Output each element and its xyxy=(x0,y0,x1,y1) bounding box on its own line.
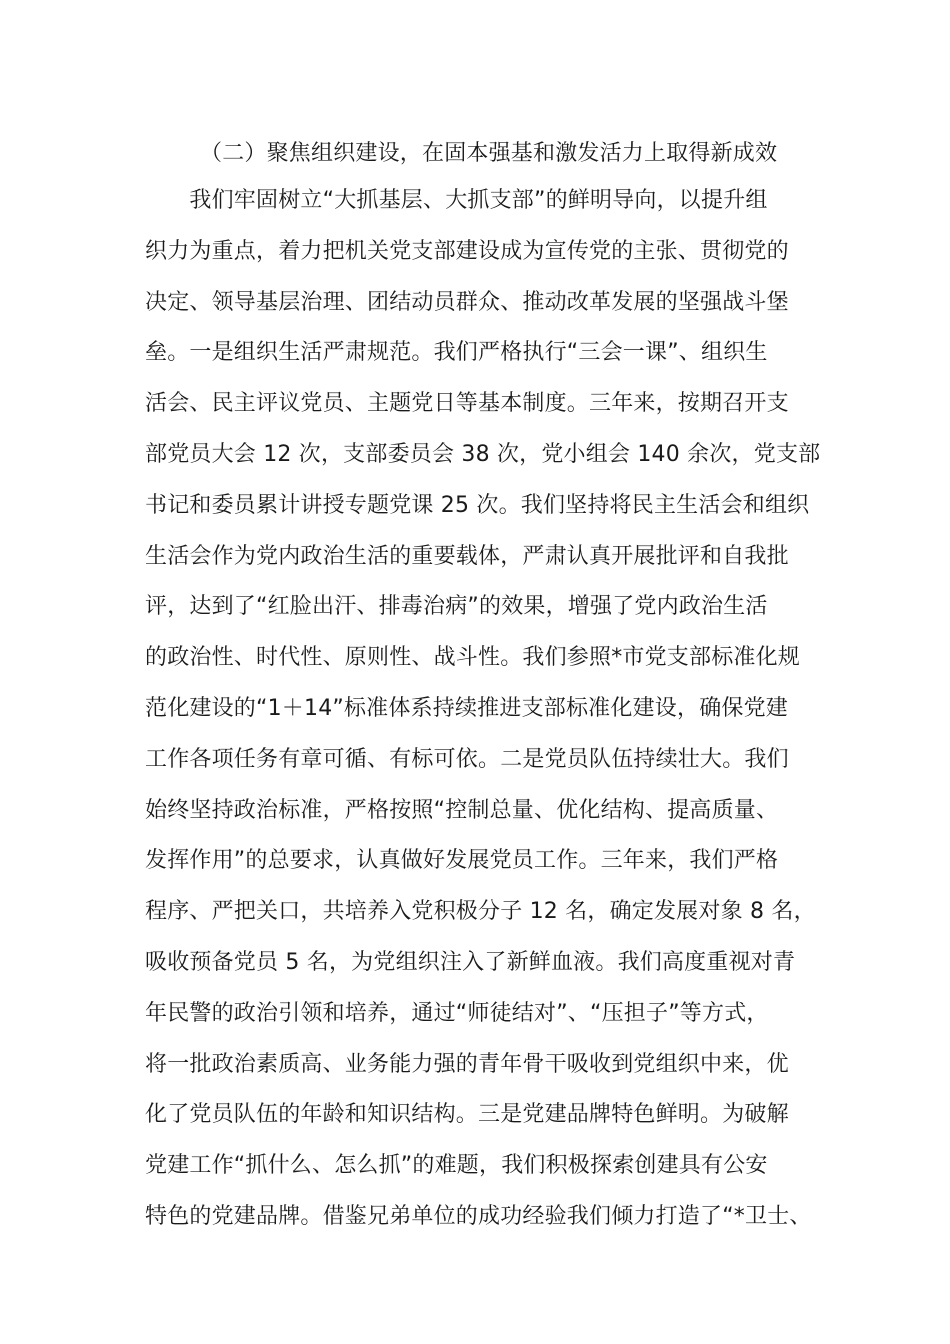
paragraph-line: 织力为重点，着力把机关党支部建设成为宣传党的主张、贯彻党的 xyxy=(145,238,789,264)
paragraph-line: 活会、民主评议党员、主题党日等基本制度。三年来，按期召开支 xyxy=(145,391,789,417)
paragraph-line: 将一批政治素质高、业务能力强的青年骨干吸收到党组织中来，优 xyxy=(145,1051,789,1077)
paragraph-line: 决定、领导基层治理、团结动员群众、推动改革发展的坚强战斗堡 xyxy=(145,289,789,315)
paragraph-line: 评，达到了“红脸出汗、排毒治病”的效果，增强了党内政治生活 xyxy=(145,594,768,620)
paragraph-line: 吸收预备党员 5 名，为党组织注入了新鲜血液。我们高度重视对青 xyxy=(145,949,796,975)
body-paragraph xyxy=(145,183,825,1250)
paragraph-line: 化了党员队伍的年龄和知识结构。三是党建品牌特色鲜明。为破解 xyxy=(145,1102,789,1128)
paragraph-line: 书记和委员累计讲授专题党课 25 次。我们坚持将民主生活会和组织 xyxy=(145,492,810,518)
paragraph-line: 范化建设的“1＋14”标准体系持续推进支部标准化建设，确保党建 xyxy=(145,695,788,721)
paragraph-line: 部党员大会 12 次，支部委员会 38 次，党小组会 140 余次，党支部 xyxy=(145,441,821,467)
section-heading: （二）聚焦组织建设，在固本强基和激发活力上取得新成效 xyxy=(200,141,778,166)
paragraph-line: 我们牢固树立“大抓基层、大抓支部”的鲜明导向，以提升组 xyxy=(145,188,768,213)
paragraph-line: 年民警的政治引领和培养，通过“师徒结对”、“压担子”等方式， xyxy=(145,1000,769,1026)
paragraph-line: 程序、严把关口，共培养入党积极分子 12 名，确定发展对象 8 名， xyxy=(145,899,816,925)
paragraph-line: 特色的党建品牌。借鉴兄弟单位的成功经验我们倾力打造了“*卫士、 xyxy=(145,1203,812,1229)
paragraph-line: 工作各项任务有章可循、有标可依。二是党员队伍持续壮大。我们 xyxy=(145,746,789,772)
paragraph-line: 生活会作为党内政治生活的重要载体，严肃认真开展批评和自我批 xyxy=(145,543,789,569)
paragraph-line: 的政治性、时代性、原则性、战斗性。我们参照*市党支部标准化规 xyxy=(145,645,801,671)
paragraph-line: 垒。一是组织生活严肃规范。我们严格执行“三会一课”、组织生 xyxy=(145,340,768,366)
paragraph-line: 始终坚持政治标准，严格按照“控制总量、优化结构、提高质量、 xyxy=(145,797,779,823)
paragraph-line: 党建工作“抓什么、怎么抓”的难题，我们积极探索创建具有公安 xyxy=(145,1153,768,1179)
paragraph-line: 发挥作用”的总要求，认真做好发展党员工作。三年来，我们严格 xyxy=(145,848,779,874)
